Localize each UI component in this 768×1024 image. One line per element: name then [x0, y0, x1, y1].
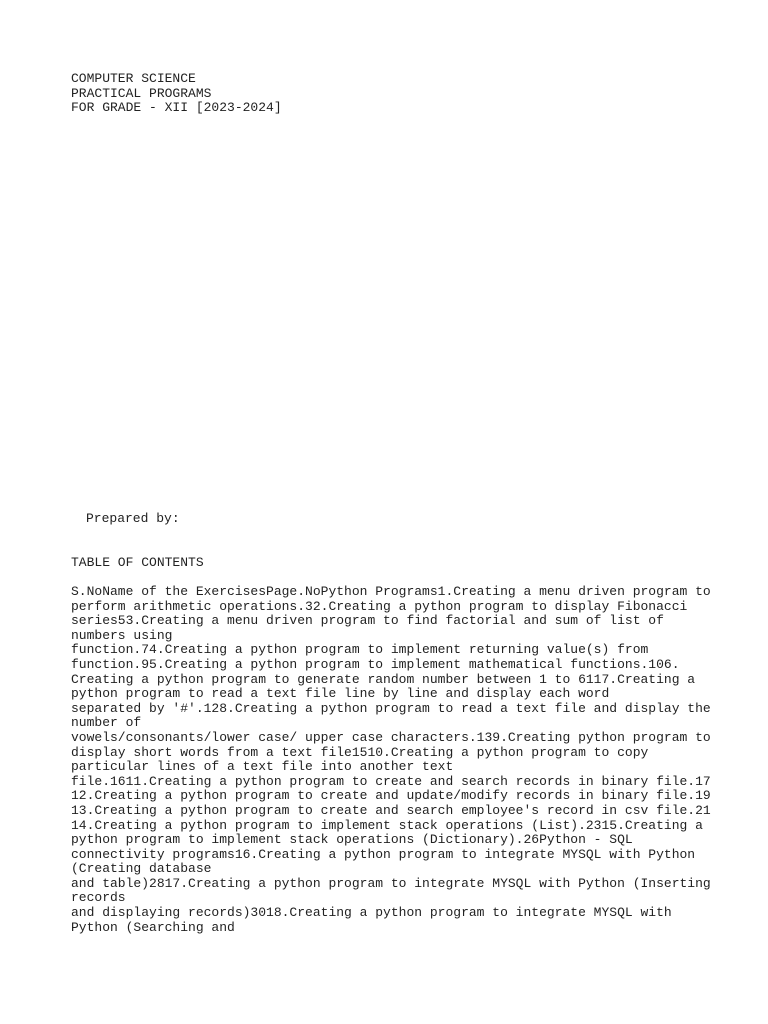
toc-line: numbers using	[71, 627, 173, 643]
toc-line: file.1611.Creating a python program to create and search records in binary file.17	[71, 773, 711, 789]
toc-line: python program to implement stack operations (Dictionary).26Python - SQL	[71, 832, 633, 848]
table-of-contents	[71, 585, 711, 935]
toc-line: S.NoName of the ExercisesPage.NoPython Programs1.Creating a menu driven program to	[71, 584, 711, 599]
toc-line: 13.Creating a python program to create and search employee's record in csv file.21	[71, 802, 711, 818]
toc-line: Python (Searching and	[71, 919, 235, 935]
toc-line: python program to read a text file line by line and display each word	[71, 686, 610, 702]
title-line: FOR GRADE - XII [2023-2024]	[71, 100, 282, 116]
toc-line: function.95.Creating a python program to implement mathematical functions.106.	[71, 656, 680, 672]
toc-line: perform arithmetic operations.32.Creating a python program to display Fibonacci	[71, 598, 688, 614]
toc-line: Creating a python program to generate random number between 1 to 6117.Creating a	[71, 671, 696, 687]
document-title	[71, 72, 282, 116]
toc-line: function.74.Creating a python program to implement returning value(s) from	[71, 642, 649, 658]
toc-line: series53.Creating a menu driven program to find factorial and sum of list of	[71, 613, 664, 629]
prepared-by-label: Prepared by:	[86, 511, 180, 526]
toc-line: vowels/consonants/lower case/ upper case characters.139.Creating python program to	[71, 729, 711, 745]
title-line: COMPUTER SCIENCE	[71, 71, 196, 86]
toc-line: and table)2817.Creating a python program to integrate MYSQL with Python (Inserting	[71, 875, 711, 891]
toc-line: records	[71, 890, 126, 906]
toc-line: (Creating database	[71, 861, 212, 877]
toc-line: 14.Creating a python program to implement stack operations (List).2315.Creating a	[71, 817, 703, 833]
toc-line: 12.Creating a python program to create and update/modify records in binary file.19	[71, 788, 711, 804]
toc-line: number of	[71, 715, 142, 731]
toc-line: particular lines of a text file into another text	[71, 759, 454, 775]
toc-line: display short words from a text file1510.Creating a python program to copy	[71, 744, 649, 760]
toc-heading: TABLE OF CONTENTS	[71, 555, 204, 570]
toc-line: connectivity programs16.Creating a python program to integrate MYSQL with Python	[71, 846, 696, 862]
title-line: PRACTICAL PROGRAMS	[71, 85, 212, 101]
toc-line: and displaying records)3018.Creating a python program to integrate MYSQL with	[71, 905, 672, 921]
toc-line: separated by '#'.128.Creating a python program to read a text file and display the	[71, 700, 711, 716]
